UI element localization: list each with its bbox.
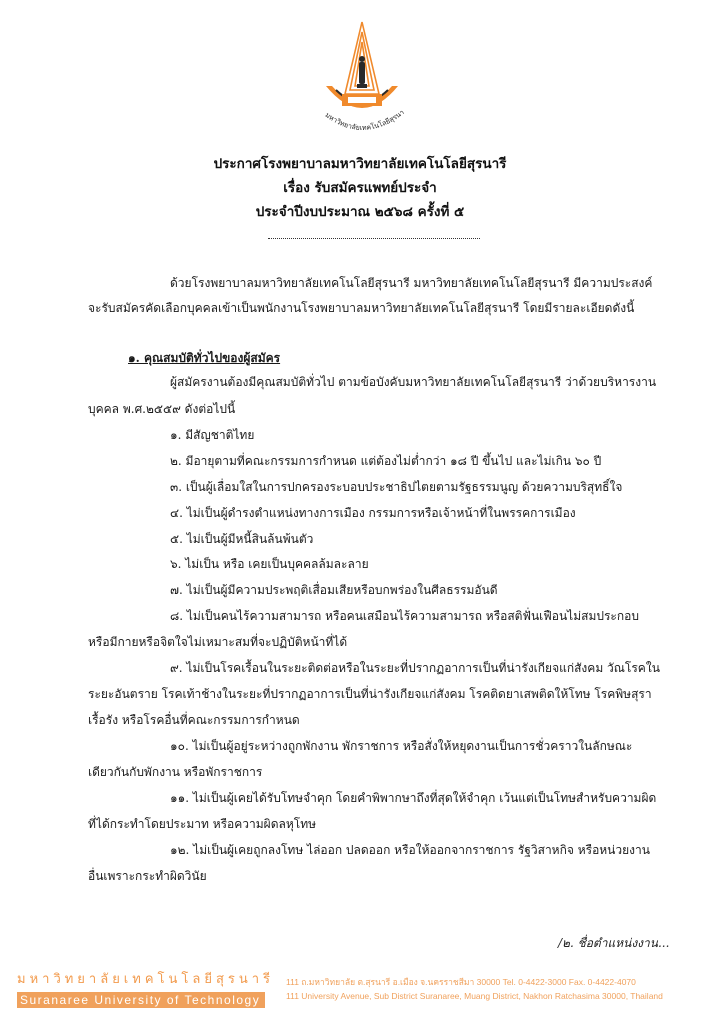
announcement-fiscal-year: ประจำปีงบประมาณ ๒๕๖๘ ครั้งที่ ๕ — [255, 204, 465, 220]
qualification-item: ๑๐. ไม่เป็นผู้อยู่ระหว่างถูกพักงาน พักราชการ หรือสั่งให้หยุดงานเป็นการชั่วคราวในลักษณะ — [170, 739, 633, 753]
qualification-item: ๔. ไม่เป็นผู้ดำรงตำแหน่งทางการเมือง กรรมการหรือเจ้าหน้าที่ในพรรคการเมือง — [170, 506, 576, 520]
emblem-arc-text: มหาวิทยาลัยเทคโนโลยีสุรนา — [323, 108, 406, 133]
announcement-subject: เรื่อง รับสมัครแพทย์ประจำ — [283, 180, 437, 196]
qualification-item: ๙. ไม่เป็นโรคเรื้อนในระยะติดต่อหรือในระยะที่ปรากฏอาการเป็นที่น่ารังเกียจแก่สังคม วัณโรคใน — [170, 661, 660, 675]
next-page-marker: /๒. ชื่อตำแหน่งงาน... — [558, 936, 670, 950]
intro-line-2: จะรับสมัครคัดเลือกบุคคลเข้าเป็นพนักงานโรงพยาบาลมหาวิทยาลัยเทคโนโลยีสุรนารี โดยมีรายละเอียดดังนี้ — [88, 301, 635, 315]
section-intro-line-2: บุคคล พ.ศ.๒๕๕๙ ดังต่อไปนี้ — [88, 402, 236, 416]
qualification-item: ๑. มีสัญชาติไทย — [170, 428, 255, 442]
qualification-item: ๑๑. ไม่เป็นผู้เคยได้รับโทษจำคุก โดยคำพิพากษาถึงที่สุดให้จำคุก เว้นแต่เป็นโทษสำหรับความผิด — [170, 791, 657, 805]
qualification-item-continued: อื่นเพราะกระทำผิดวินัย — [88, 869, 207, 883]
qualification-item: ๕. ไม่เป็นผู้มีหนี้สินล้นพ้นตัว — [170, 532, 314, 546]
qualification-item-continued: หรือมีกายหรือจิตใจไม่เหมาะสมที่จะปฏิบัติหน้าที่ได้ — [88, 635, 348, 649]
qualification-item: ๖. ไม่เป็น หรือ เคยเป็นบุคคลล้มละลาย — [170, 557, 369, 571]
footer-address — [286, 975, 706, 1003]
qualification-item-continued: เรื้อรัง หรือโรคอื่นที่คณะกรรมการกำหนด — [88, 713, 300, 727]
qualification-item: ๒. มีอายุตามที่คณะกรรมการกำหนด แต่ต้องไม่ต่ำกว่า ๑๘ ปี ขึ้นไป และไม่เกิน ๖๐ ปี — [170, 454, 602, 468]
footer-brand — [17, 968, 275, 1008]
footer-address-en: 111 University Avenue, Sub District Suranaree, Muang District, Nakhon Ratchasima 30000, Thailand — [286, 991, 663, 1001]
footer-university-name-th: มหาวิทยาลัยเทคโนโลยีสุรนารี — [17, 972, 275, 987]
qualification-item: ๓. เป็นผู้เลื่อมใสในการปกครองระบอบประชาธิปไตยตามรัฐธรรมนูญ ด้วยความบริสุทธิ์ใจ — [170, 480, 623, 494]
qualification-item-continued: เดียวกันกับพักงาน หรือพักราชการ — [88, 765, 263, 779]
footer-address-th: 111 ถ.มหาวิทยาลัย ต.สุรนารี อ.เมือง จ.นครราชสีมา 30000 Tel. 0-4422-3000 Fax. 0-4422-4070 — [286, 977, 636, 987]
dotted-divider — [268, 238, 480, 239]
qualification-item: ๗. ไม่เป็นผู้มีความประพฤติเสื่อมเสียหรือบกพร่องในศีลธรรมอันดี — [170, 583, 498, 597]
qualification-item-continued: ระยะอันตราย โรคเท้าช้างในระยะที่ปรากฏอาการเป็นที่น่ารังเกียจแก่สังคม โรคติดยาเสพติดให้โทษ โรคพิษสุรา — [88, 687, 652, 701]
section-intro-line-1: ผู้สมัครงานต้องมีคุณสมบัติทั่วไป ตามข้อบังคับมหาวิทยาลัยเทคโนโลยีสุรนารี ว่าด้วยบริหารงาน — [170, 375, 657, 389]
university-emblem-logo — [312, 20, 412, 145]
qualification-item-continued: ที่ได้กระทำโดยประมาท หรือความผิดลหุโทษ — [88, 817, 317, 831]
qualification-item: ๘. ไม่เป็นคนไร้ความสามารถ หรือคนเสมือนไร้ความสามารถ หรือสติฟั่นเฟือนไม่สมประกอบ — [170, 609, 639, 623]
qualification-item: ๑๒. ไม่เป็นผู้เคยถูกลงโทษ ไล่ออก ปลดออก หรือให้ออกจากราชการ รัฐวิสาหกิจ หรือหน่วยงาน — [170, 843, 650, 857]
section-heading-qualifications: ๑. คุณสมบัติทั่วไปของผู้สมัคร — [128, 351, 281, 365]
footer-university-name-en: Suranaree University of Technology — [17, 992, 265, 1008]
intro-line-1: ด้วยโรงพยาบาลมหาวิทยาลัยเทคโนโลยีสุรนารี มหาวิทยาลัยเทคโนโลยีสุรนารี มีความประสงค์ — [170, 276, 653, 290]
announcement-title: ประกาศโรงพยาบาลมหาวิทยาลัยเทคโนโลยีสุรนารี — [213, 156, 507, 172]
